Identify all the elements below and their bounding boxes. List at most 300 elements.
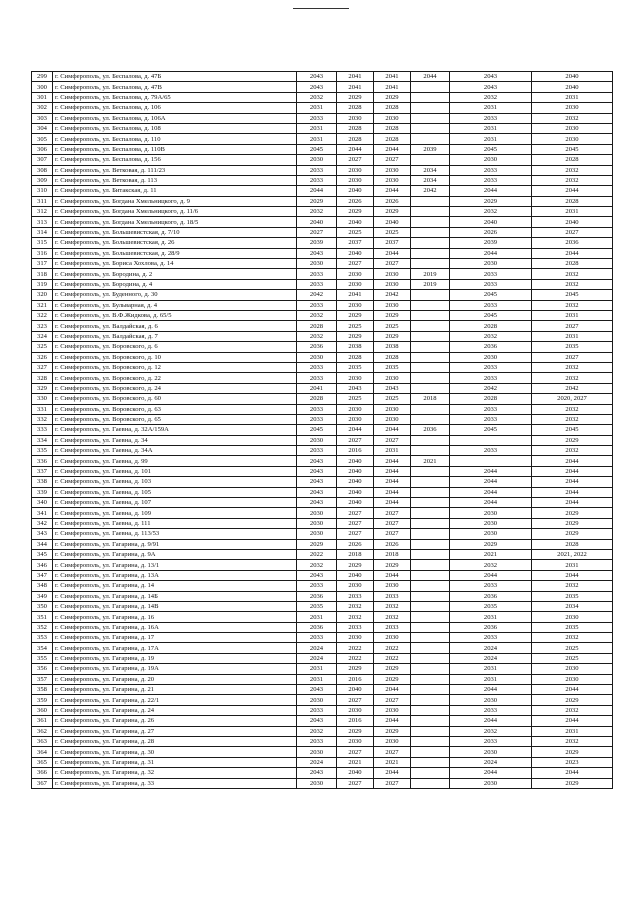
row-number: 351 (32, 612, 53, 622)
year-cell-1: 2043 (297, 248, 337, 258)
year-cell-5: 2044 (450, 477, 532, 487)
table-row (32, 373, 613, 383)
table-body (32, 72, 613, 789)
year-cell-4: 2019 (411, 279, 450, 289)
address-cell: г. Симферополь, ул. Большевистская, д. 7/10 (53, 227, 297, 237)
year-cell-1: 2035 (297, 601, 337, 611)
year-cell-4 (411, 757, 450, 767)
year-cell-5: 2032 (450, 560, 532, 570)
address-cell: г. Симферополь, ул. Ветковая, д. 113 (53, 175, 297, 185)
year-cell-6: 2028 (532, 259, 613, 269)
year-cell-6: 2032 (532, 446, 613, 456)
year-cell-2: 2038 (337, 342, 374, 352)
address-cell: г. Симферополь, ул. Богдана Хмельницкого, д. 11/6 (53, 207, 297, 217)
year-cell-4: 2044 (411, 72, 450, 82)
year-cell-2: 2027 (337, 259, 374, 269)
table-row (32, 446, 613, 456)
year-cell-1: 2033 (297, 269, 337, 279)
row-number: 309 (32, 175, 53, 185)
year-cell-4 (411, 383, 450, 393)
year-cell-2: 2029 (337, 664, 374, 674)
year-cell-1: 2033 (297, 362, 337, 372)
row-number: 356 (32, 664, 53, 674)
row-number: 335 (32, 446, 53, 456)
year-cell-6: 2044 (532, 456, 613, 466)
table-row (32, 560, 613, 570)
year-cell-5: 2032 (450, 331, 532, 341)
year-cell-6: 2023 (532, 757, 613, 767)
row-number: 308 (32, 165, 53, 175)
year-cell-3: 2029 (374, 310, 411, 320)
year-cell-5: 2039 (450, 238, 532, 248)
year-cell-5: 2044 (450, 186, 532, 196)
year-cell-3: 2030 (374, 705, 411, 715)
year-cell-5: 2030 (450, 508, 532, 518)
year-cell-4 (411, 259, 450, 269)
year-cell-4: 2042 (411, 186, 450, 196)
table-row (32, 134, 613, 144)
row-number: 322 (32, 310, 53, 320)
address-cell: г. Симферополь, ул. Гагарина, д. 17А (53, 643, 297, 653)
row-number: 323 (32, 321, 53, 331)
year-cell-6: 2040 (532, 82, 613, 92)
year-cell-2: 2040 (337, 498, 374, 508)
year-cell-2: 2040 (337, 487, 374, 497)
year-cell-4: 2018 (411, 394, 450, 404)
year-cell-1: 2044 (297, 186, 337, 196)
year-cell-3: 2028 (374, 103, 411, 113)
address-cell: г. Симферополь, ул. Гагарина, д. 24 (53, 705, 297, 715)
address-cell: г. Симферополь, ул. Гаевна, д. 105 (53, 487, 297, 497)
year-cell-4 (411, 570, 450, 580)
address-cell: г. Симферополь, ул. Бориса Хохлова, д. 14 (53, 259, 297, 269)
year-cell-4 (411, 82, 450, 92)
year-cell-3: 2027 (374, 155, 411, 165)
row-number: 352 (32, 622, 53, 632)
year-cell-5: 2044 (450, 487, 532, 497)
year-cell-5: 2033 (450, 414, 532, 424)
year-cell-1: 2030 (297, 747, 337, 757)
year-cell-3: 2041 (374, 82, 411, 92)
address-cell: г. Симферополь, ул. Гаевна, д. 99 (53, 456, 297, 466)
table-row (32, 508, 613, 518)
year-cell-3: 2030 (374, 581, 411, 591)
row-number: 360 (32, 705, 53, 715)
row-number: 332 (32, 414, 53, 424)
table-row (32, 92, 613, 102)
year-cell-5: 2033 (450, 446, 532, 456)
year-cell-6: 2029 (532, 529, 613, 539)
year-cell-5: 2040 (450, 217, 532, 227)
year-cell-5: 2030 (450, 778, 532, 788)
row-number: 326 (32, 352, 53, 362)
year-cell-3: 2022 (374, 653, 411, 663)
row-number: 338 (32, 477, 53, 487)
year-cell-3: 2030 (374, 165, 411, 175)
year-cell-6: 2044 (532, 716, 613, 726)
row-number: 333 (32, 425, 53, 435)
year-cell-2: 2025 (337, 394, 374, 404)
address-cell: г. Симферополь, ул. Беспалова, д. 110В (53, 144, 297, 154)
year-cell-3: 2044 (374, 425, 411, 435)
row-number: 354 (32, 643, 53, 653)
table-row (32, 529, 613, 539)
year-cell-3: 2027 (374, 529, 411, 539)
year-cell-3: 2022 (374, 643, 411, 653)
table-row (32, 123, 613, 133)
table-row (32, 664, 613, 674)
year-cell-2: 2016 (337, 674, 374, 684)
year-cell-4 (411, 414, 450, 424)
address-cell: г. Симферополь, ул. Богдана Хмельницкого, д. 9 (53, 196, 297, 206)
table-row (32, 113, 613, 123)
address-cell: г. Симферополь, ул. Гагарина, д. 19А (53, 664, 297, 674)
table-row (32, 321, 613, 331)
address-cell: г. Симферополь, ул. Богдана Хмельницкого, д. 18/5 (53, 217, 297, 227)
year-cell-6: 2032 (532, 581, 613, 591)
address-cell: г. Симферополь, ул. Гагарина, д. 14 (53, 581, 297, 591)
year-cell-2: 2018 (337, 549, 374, 559)
table-row (32, 331, 613, 341)
year-cell-4 (411, 716, 450, 726)
year-cell-1: 2043 (297, 685, 337, 695)
row-number: 317 (32, 259, 53, 269)
year-cell-2: 2026 (337, 196, 374, 206)
row-number: 341 (32, 508, 53, 518)
year-cell-1: 2033 (297, 446, 337, 456)
year-cell-5: 2030 (450, 747, 532, 757)
year-cell-3: 2044 (374, 487, 411, 497)
address-cell: г. Симферополь, ул. Воровского, д. 6 (53, 342, 297, 352)
year-cell-3: 2027 (374, 435, 411, 445)
address-cell: г. Симферополь, ул. Воровского, д. 22 (53, 373, 297, 383)
address-cell: г. Симферополь, ул. Гагарина, д. 17 (53, 633, 297, 643)
address-cell: г. Симферополь, ул. Бородина, д. 4 (53, 279, 297, 289)
year-cell-4 (411, 404, 450, 414)
year-cell-3: 2029 (374, 560, 411, 570)
year-cell-1: 2032 (297, 207, 337, 217)
year-cell-1: 2040 (297, 217, 337, 227)
year-cell-5: 2033 (450, 705, 532, 715)
address-cell: г. Симферополь, ул. Гагарина, д. 14В (53, 601, 297, 611)
address-cell: г. Симферополь, ул. Гаевна, д. 101 (53, 466, 297, 476)
table-row (32, 425, 613, 435)
year-cell-5: 2033 (450, 113, 532, 123)
year-cell-2: 2040 (337, 186, 374, 196)
year-cell-3: 2032 (374, 601, 411, 611)
year-cell-1: 2032 (297, 310, 337, 320)
year-cell-4 (411, 601, 450, 611)
year-cell-4 (411, 622, 450, 632)
year-cell-1: 2043 (297, 498, 337, 508)
year-cell-6: 2032 (532, 705, 613, 715)
row-number: 336 (32, 456, 53, 466)
year-cell-6: 2031 (532, 726, 613, 736)
year-cell-4 (411, 373, 450, 383)
table-row (32, 362, 613, 372)
year-cell-2: 2030 (337, 581, 374, 591)
year-cell-1: 2032 (297, 560, 337, 570)
year-cell-1: 2031 (297, 103, 337, 113)
year-cell-6: 2028 (532, 155, 613, 165)
table-row (32, 487, 613, 497)
year-cell-6: 2030 (532, 674, 613, 684)
row-number: 318 (32, 269, 53, 279)
year-cell-4: 2034 (411, 175, 450, 185)
year-cell-3: 2029 (374, 92, 411, 102)
year-cell-1: 2030 (297, 778, 337, 788)
year-cell-5: 2033 (450, 362, 532, 372)
year-cell-6: 2036 (532, 238, 613, 248)
year-cell-4 (411, 643, 450, 653)
table-row (32, 695, 613, 705)
year-cell-3: 2030 (374, 414, 411, 424)
year-cell-4 (411, 653, 450, 663)
year-cell-4 (411, 238, 450, 248)
year-cell-1: 2045 (297, 425, 337, 435)
row-number: 346 (32, 560, 53, 570)
year-cell-2: 2027 (337, 435, 374, 445)
year-cell-5: 2043 (450, 72, 532, 82)
year-cell-2: 2028 (337, 134, 374, 144)
year-cell-1: 2036 (297, 591, 337, 601)
year-cell-5: 2044 (450, 570, 532, 580)
year-cell-2: 2043 (337, 383, 374, 393)
year-cell-4 (411, 726, 450, 736)
year-cell-2: 2016 (337, 716, 374, 726)
year-cell-5: 2030 (450, 352, 532, 362)
year-cell-6: 2045 (532, 425, 613, 435)
page-top-rule (293, 8, 349, 9)
year-cell-6: 2027 (532, 227, 613, 237)
row-number: 329 (32, 383, 53, 393)
year-cell-3: 2029 (374, 674, 411, 684)
row-number: 353 (32, 633, 53, 643)
address-cell: г. Симферополь, ул. Воровского, д. 24 (53, 383, 297, 393)
year-cell-3: 2030 (374, 113, 411, 123)
year-cell-3: 2044 (374, 716, 411, 726)
year-cell-5: 2033 (450, 373, 532, 383)
address-cell: г. Симферополь, ул. Беспалова, д. 156 (53, 155, 297, 165)
address-cell: г. Симферополь, ул. Беспалова, д. 106А (53, 113, 297, 123)
year-cell-3: 2044 (374, 144, 411, 154)
year-cell-1: 2043 (297, 487, 337, 497)
table-row (32, 674, 613, 684)
table-row (32, 705, 613, 715)
year-cell-6: 2029 (532, 508, 613, 518)
year-cell-6: 2030 (532, 134, 613, 144)
table-row (32, 435, 613, 445)
year-cell-4 (411, 290, 450, 300)
address-cell: г. Симферополь, ул. Битакская, д. 11 (53, 186, 297, 196)
year-cell-2: 2030 (337, 279, 374, 289)
year-cell-5: 2033 (450, 165, 532, 175)
year-cell-1: 2024 (297, 757, 337, 767)
year-cell-6: 2044 (532, 477, 613, 487)
year-cell-5: 2045 (450, 425, 532, 435)
address-cell: г. Симферополь, ул. Беспалова, д. 108 (53, 123, 297, 133)
year-cell-4 (411, 300, 450, 310)
year-cell-2: 2033 (337, 622, 374, 632)
year-cell-3: 2044 (374, 685, 411, 695)
year-cell-2: 2029 (337, 726, 374, 736)
year-cell-6: 2044 (532, 186, 613, 196)
year-cell-4 (411, 123, 450, 133)
year-cell-2: 2030 (337, 373, 374, 383)
table-row (32, 466, 613, 476)
year-cell-3: 2035 (374, 362, 411, 372)
address-cell: г. Симферополь, ул. В.Ф.Жидкова, д. 65/5 (53, 310, 297, 320)
row-number: 299 (32, 72, 53, 82)
year-cell-1: 2029 (297, 196, 337, 206)
row-number: 302 (32, 103, 53, 113)
year-cell-3: 2038 (374, 342, 411, 352)
year-cell-3: 2030 (374, 373, 411, 383)
year-cell-2: 2040 (337, 477, 374, 487)
year-cell-6: 2029 (532, 747, 613, 757)
row-number: 324 (32, 331, 53, 341)
address-cell: г. Симферополь, ул. Валдайская, д. 7 (53, 331, 297, 341)
year-cell-5: 2043 (450, 82, 532, 92)
row-number: 358 (32, 685, 53, 695)
year-cell-2: 2041 (337, 82, 374, 92)
year-cell-5: 2033 (450, 581, 532, 591)
row-number: 304 (32, 123, 53, 133)
year-cell-4 (411, 487, 450, 497)
address-cell: г. Симферополь, ул. Гагарина, д. 22/1 (53, 695, 297, 705)
year-cell-3: 2044 (374, 498, 411, 508)
row-number: 301 (32, 92, 53, 102)
row-number: 361 (32, 716, 53, 726)
year-cell-3: 2044 (374, 466, 411, 476)
year-cell-4 (411, 705, 450, 715)
year-cell-3: 2029 (374, 207, 411, 217)
row-number: 311 (32, 196, 53, 206)
year-cell-5: 2032 (450, 726, 532, 736)
year-cell-6: 2031 (532, 207, 613, 217)
year-cell-2: 2041 (337, 290, 374, 300)
table-row (32, 570, 613, 580)
table-row (32, 394, 613, 404)
year-cell-2: 2022 (337, 643, 374, 653)
year-cell-6: 2032 (532, 404, 613, 414)
year-cell-6: 2034 (532, 601, 613, 611)
year-cell-6: 2035 (532, 622, 613, 632)
year-cell-2: 2016 (337, 446, 374, 456)
row-number: 344 (32, 539, 53, 549)
year-cell-2: 2027 (337, 778, 374, 788)
year-cell-1: 2033 (297, 279, 337, 289)
year-cell-1: 2033 (297, 633, 337, 643)
year-cell-4 (411, 92, 450, 102)
address-cell: г. Симферополь, ул. Большевистская, д. 26 (53, 238, 297, 248)
year-cell-4: 2019 (411, 269, 450, 279)
year-cell-4 (411, 103, 450, 113)
address-cell: г. Симферополь, ул. Гагарина, д. 28 (53, 737, 297, 747)
table-row (32, 685, 613, 695)
year-cell-6: 2028 (532, 196, 613, 206)
year-cell-6: 2044 (532, 487, 613, 497)
year-cell-5: 2030 (450, 155, 532, 165)
year-cell-1: 2032 (297, 726, 337, 736)
year-cell-2: 2030 (337, 414, 374, 424)
table-row (32, 217, 613, 227)
year-cell-5: 2030 (450, 695, 532, 705)
year-cell-4 (411, 560, 450, 570)
year-cell-4 (411, 591, 450, 601)
year-cell-4 (411, 508, 450, 518)
year-cell-3: 2030 (374, 737, 411, 747)
year-cell-6: 2044 (532, 248, 613, 258)
year-cell-1: 2033 (297, 373, 337, 383)
year-cell-1: 2033 (297, 300, 337, 310)
table-row (32, 778, 613, 788)
row-number: 364 (32, 747, 53, 757)
year-cell-6: 2032 (532, 737, 613, 747)
address-cell: г. Симферополь, ул. Бородина, д. 2 (53, 269, 297, 279)
row-number: 355 (32, 653, 53, 663)
year-cell-2: 2027 (337, 508, 374, 518)
address-cell: г. Симферополь, ул. Гагарина, д. 26 (53, 716, 297, 726)
address-cell: г. Симферополь, ул. Воровского, д. 12 (53, 362, 297, 372)
address-cell: г. Симферополь, ул. Гаевна, д. 109 (53, 508, 297, 518)
year-cell-5: 2030 (450, 518, 532, 528)
year-cell-2: 2032 (337, 601, 374, 611)
table-row (32, 539, 613, 549)
table-row (32, 175, 613, 185)
year-cell-3: 2026 (374, 539, 411, 549)
year-cell-4 (411, 248, 450, 258)
year-cell-3: 2044 (374, 186, 411, 196)
year-cell-3: 2030 (374, 404, 411, 414)
year-cell-5: 2033 (450, 269, 532, 279)
year-cell-1: 2043 (297, 72, 337, 82)
year-cell-2: 2033 (337, 591, 374, 601)
year-cell-4 (411, 612, 450, 622)
year-cell-3: 2026 (374, 196, 411, 206)
row-number: 342 (32, 518, 53, 528)
year-cell-4: 2039 (411, 144, 450, 154)
year-cell-2: 2027 (337, 529, 374, 539)
row-number: 362 (32, 726, 53, 736)
year-cell-1: 2024 (297, 643, 337, 653)
year-cell-3: 2025 (374, 321, 411, 331)
year-cell-6: 2044 (532, 570, 613, 580)
table-row (32, 757, 613, 767)
row-number: 325 (32, 342, 53, 352)
year-cell-2: 2030 (337, 633, 374, 643)
table-row (32, 591, 613, 601)
year-cell-5: 2031 (450, 664, 532, 674)
year-cell-2: 2029 (337, 207, 374, 217)
year-cell-3: 2041 (374, 72, 411, 82)
year-cell-1: 2031 (297, 664, 337, 674)
year-cell-2: 2030 (337, 113, 374, 123)
year-cell-1: 2033 (297, 165, 337, 175)
table-row (32, 259, 613, 269)
year-cell-1: 2033 (297, 414, 337, 424)
table-row (32, 498, 613, 508)
year-cell-5: 2026 (450, 227, 532, 237)
year-cell-2: 2030 (337, 269, 374, 279)
table-row (32, 155, 613, 165)
table-row (32, 414, 613, 424)
year-cell-4 (411, 217, 450, 227)
year-cell-2: 2040 (337, 768, 374, 778)
year-cell-1: 2033 (297, 737, 337, 747)
table-row (32, 342, 613, 352)
year-cell-6: 2030 (532, 123, 613, 133)
